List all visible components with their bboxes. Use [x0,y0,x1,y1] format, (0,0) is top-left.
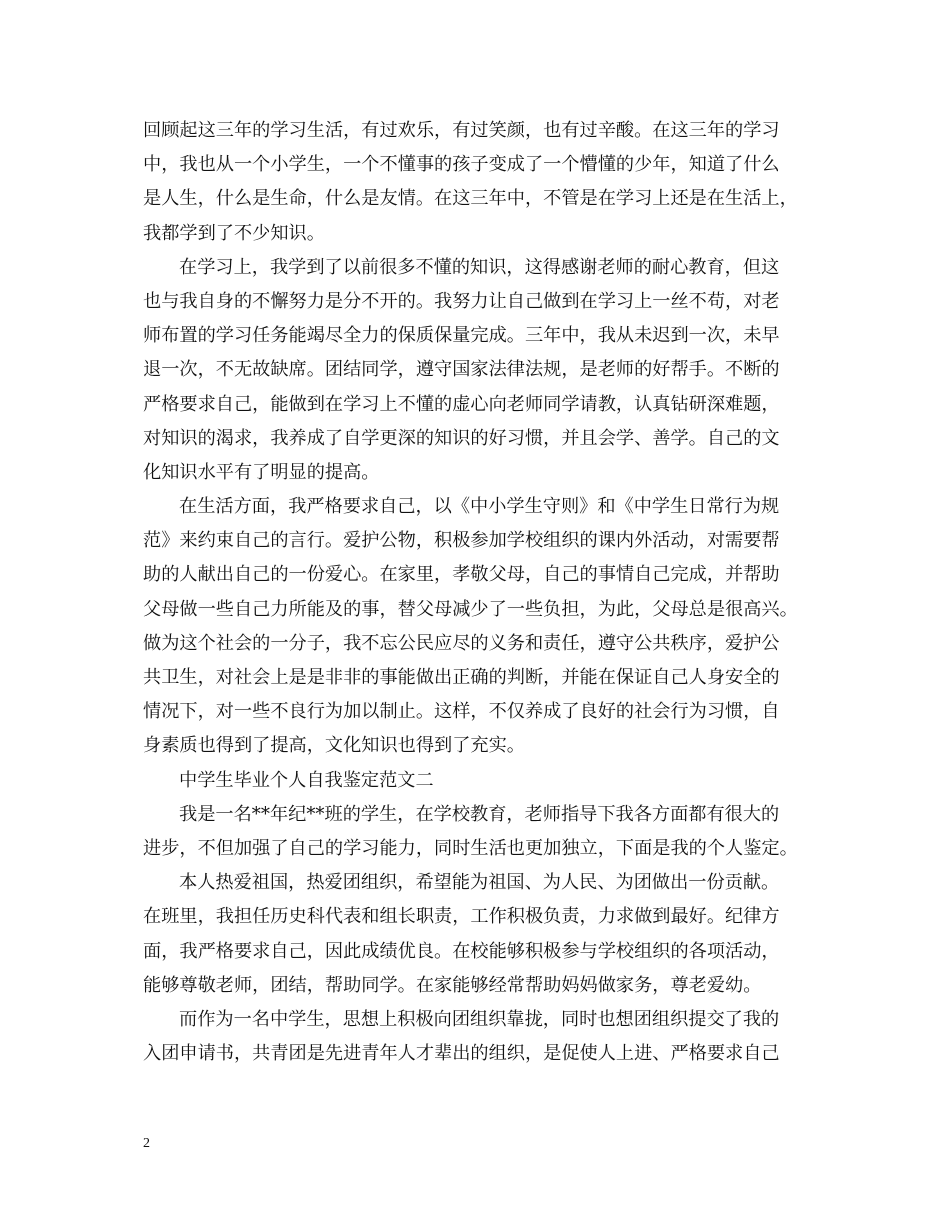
text-line: 化知识水平有了明显的提高。 [143,461,380,483]
text-line: 父母做一些自己力所能及的事，替父母减少了一些负担，为此，父母总是很高兴。 [143,598,798,620]
document-body [143,114,813,1071]
text-line: 在学习上，我学到了以前很多不懂的知识，这得感谢老师的耐心教育，但这 [179,256,780,278]
text-line: 师布置的学习任务能竭尽全力的保质保量完成。三年中，我从未迟到一次，未早 [143,325,780,347]
text-line: 严格要求自己，能做到在学习上不懂的虚心向老师同学请教，认真钻研深难题， [143,393,780,415]
text-line: 范》来约束自己的言行。爱护公物，积极参加学校组织的课内外活动，对需要帮 [143,530,780,552]
text-line: 能够尊敬老师，团结，帮助同学。在家能够经常帮助妈妈做家务，尊老爱幼。 [143,974,762,996]
text-line: 我是一名**年纪**班的学生，在学校教育，老师指导下我各方面都有很大的 [179,803,780,825]
text-line: 而作为一名中学生，思想上积极向团组织靠拢，同时也想团组织提交了我的 [179,1008,780,1030]
text-line: 中，我也从一个小学生，一个不懂事的孩子变成了一个懵懂的少年，知道了什么 [143,154,780,176]
text-line: 回顾起这三年的学习生活，有过欢乐，有过笑颜，也有过辛酸。在这三年的学习 [143,120,780,141]
text-line: 做为这个社会的一分子，我不忘公民应尽的义务和责任，遵守公共秩序，爱护公 [143,632,780,654]
text-line: 身素质也得到了提高，文化知识也得到了充实。 [143,735,525,757]
text-line: 中学生毕业个人自我鉴定范文二 [179,769,434,791]
text-line: 退一次，不无故缺席。团结同学，遵守国家法律法规，是老师的好帮手。不断的 [143,359,780,381]
text-line: 是人生，什么是生命，什么是友情。在这三年中，不管是在学习上还是在生活上， [143,188,798,210]
text-line: 助的人献出自己的一份爱心。在家里，孝敬父母，自己的事情自己完成，并帮助 [143,564,780,586]
text-line: 也与我自身的不懈努力是分不开的。我努力让自己做到在学习上一丝不苟，对老 [143,290,780,312]
text-line: 对知识的渴求，我养成了自学更深的知识的好习惯，并且会学、善学。自己的文 [143,427,780,449]
text-line: 在生活方面，我严格要求自己，以《中小学生守则》和《中学生日常行为规 [179,496,780,518]
text-line: 情况下，对一些不良行为加以制止。这样，不仅养成了良好的社会行为习惯，自 [143,701,780,723]
page-number: 2 [143,1136,150,1151]
text-line: 共卫生，对社会上是是非非的事能做出正确的判断，并能在保证自己人身安全的 [143,667,780,688]
text-line: 我都学到了不少知识。 [143,222,325,244]
text-line: 在班里，我担任历史科代表和组长职责，工作积极负责，力求做到最好。纪律方 [143,906,780,928]
text-line: 入团申请书，共青团是先进青年人才辈出的组织，是促使人上进、严格要求自己 [143,1043,780,1065]
text-line: 本人热爱祖国，热爱团组织，希望能为祖国、为人民、为团做出一份贡献。 [179,872,780,894]
text-line: 进步，不但加强了自己的学习能力，同时生活也更加独立，下面是我的个人鉴定。 [143,837,798,859]
text-line: 面，我严格要求自己，因此成绩优良。在校能够积极参与学校组织的各项活动， [143,940,780,962]
